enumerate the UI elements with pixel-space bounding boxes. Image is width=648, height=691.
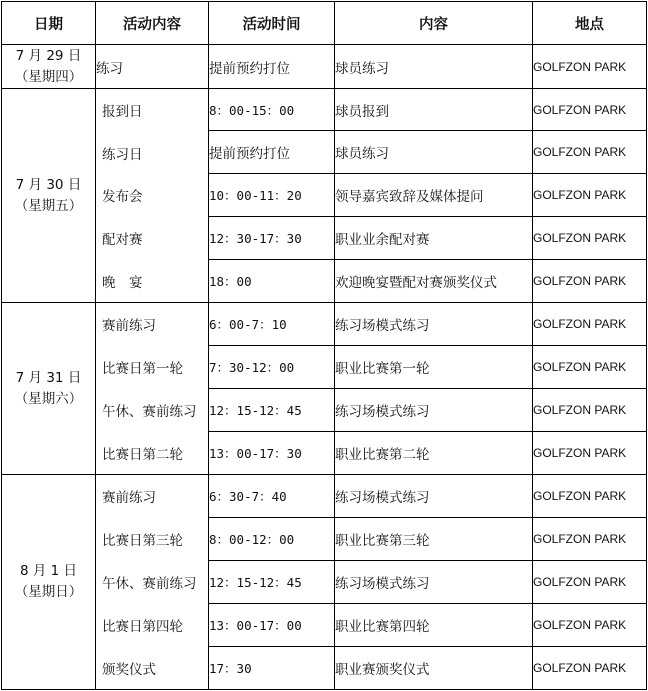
activity-cell (96, 89, 209, 303)
table-row (2, 89, 647, 131)
header-content: 内容 (335, 2, 533, 45)
time-cell: 提前预约打位 (209, 45, 335, 89)
time-cell: 12：30-17：30 (209, 217, 335, 260)
time-cell: 12：15-12：45 (209, 389, 335, 432)
activity-item: 练习日 (102, 146, 143, 163)
location-cell: GOLFZON PARK (533, 89, 647, 131)
location-cell: GOLFZON PARK (533, 217, 647, 260)
time-cell: 8：00-12：00 (209, 518, 335, 561)
location-cell: GOLFZON PARK (533, 45, 647, 89)
date-cell (2, 89, 96, 303)
activity-item: 比赛日第三轮 (102, 533, 183, 550)
content-cell: 练习场模式练习 (335, 475, 533, 518)
location-cell: GOLFZON PARK (533, 561, 647, 604)
content-cell: 练习场模式练习 (335, 389, 533, 432)
weekday-line: （星期四） (14, 68, 83, 85)
activity-item: 晚 宴 (102, 274, 143, 291)
weekday-line: （星期六） (14, 390, 83, 407)
content-cell: 欢迎晚宴暨配对赛颁奖仪式 (335, 260, 533, 303)
activity-item: 午休、赛前练习 (102, 403, 197, 420)
time-cell: 13：00-17：00 (209, 604, 335, 647)
time-cell: 10：00-11：20 (209, 174, 335, 217)
weekday-line: （星期日） (14, 584, 83, 600)
date-cell (2, 303, 96, 475)
table-row (2, 475, 647, 518)
activity-item: 赛前练习 (102, 490, 156, 507)
activity-item: 报到日 (102, 104, 143, 121)
activity-cell (96, 475, 209, 690)
time-cell: 6：30-7：40 (209, 475, 335, 518)
date-line: 7 月 29 日 (15, 47, 82, 64)
activity-item: 发布会 (102, 189, 143, 206)
schedule-table (1, 1, 647, 690)
time-cell: 18：00 (209, 260, 335, 303)
table-row (2, 45, 647, 89)
content-cell: 练习场模式练习 (335, 561, 533, 604)
content-cell: 球员练习 (335, 45, 533, 89)
content-cell: 职业比赛第二轮 (335, 432, 533, 475)
activity-item: 午休、赛前练习 (102, 575, 197, 592)
location-cell: GOLFZON PARK (533, 604, 647, 647)
date-line: 8 月 1 日 (19, 563, 78, 579)
location-cell: GOLFZON PARK (533, 303, 647, 346)
content-cell: 练习场模式练习 (335, 303, 533, 346)
content-cell: 职业比赛第四轮 (335, 604, 533, 647)
content-cell: 职业比赛第一轮 (335, 346, 533, 389)
content-cell: 职业业余配对赛 (335, 217, 533, 260)
location-cell: GOLFZON PARK (533, 647, 647, 690)
time-cell: 8：00-15：00 (209, 89, 335, 131)
date-cell (2, 45, 96, 89)
date-line: 7 月 30 日 (15, 176, 82, 193)
time-cell: 6：00-7：10 (209, 303, 335, 346)
location-cell: GOLFZON PARK (533, 432, 647, 475)
content-cell: 职业比赛第三轮 (335, 518, 533, 561)
activity-item: 比赛日第一轮 (102, 361, 183, 378)
header-activity: 活动内容 (96, 2, 209, 45)
date-line: 7 月 31 日 (15, 369, 82, 386)
location-cell: GOLFZON PARK (533, 518, 647, 561)
location-cell: GOLFZON PARK (533, 131, 647, 174)
table-row (2, 303, 647, 346)
activity-cell (96, 303, 209, 475)
weekday-line: （星期五） (14, 197, 83, 214)
content-cell: 球员报到 (335, 89, 533, 131)
time-cell: 7：30-12：00 (209, 346, 335, 389)
location-cell: GOLFZON PARK (533, 389, 647, 432)
header-time: 活动时间 (209, 2, 335, 45)
location-cell: GOLFZON PARK (533, 174, 647, 217)
date-cell (2, 475, 96, 690)
time-cell: 12：15-12：45 (209, 561, 335, 604)
content-cell: 领导嘉宾致辞及媒体提问 (335, 174, 533, 217)
location-cell: GOLFZON PARK (533, 260, 647, 303)
activity-item: 配对赛 (102, 232, 143, 249)
location-cell: GOLFZON PARK (533, 346, 647, 389)
location-cell: GOLFZON PARK (533, 475, 647, 518)
header-row (2, 2, 647, 45)
time-cell: 17：30 (209, 647, 335, 690)
time-cell: 提前预约打位 (209, 131, 335, 174)
activity-item: 赛前练习 (102, 318, 156, 335)
header-location: 地点 (533, 2, 647, 45)
time-cell: 13：00-17：30 (209, 432, 335, 475)
activity-item: 比赛日第二轮 (102, 446, 183, 463)
activity-item: 颁奖仪式 (102, 661, 156, 678)
header-date: 日期 (2, 2, 96, 45)
activity-cell: 练习 (96, 45, 209, 89)
content-cell: 球员练习 (335, 131, 533, 174)
activity-item: 比赛日第四轮 (102, 618, 183, 635)
content-cell: 职业赛颁奖仪式 (335, 647, 533, 690)
